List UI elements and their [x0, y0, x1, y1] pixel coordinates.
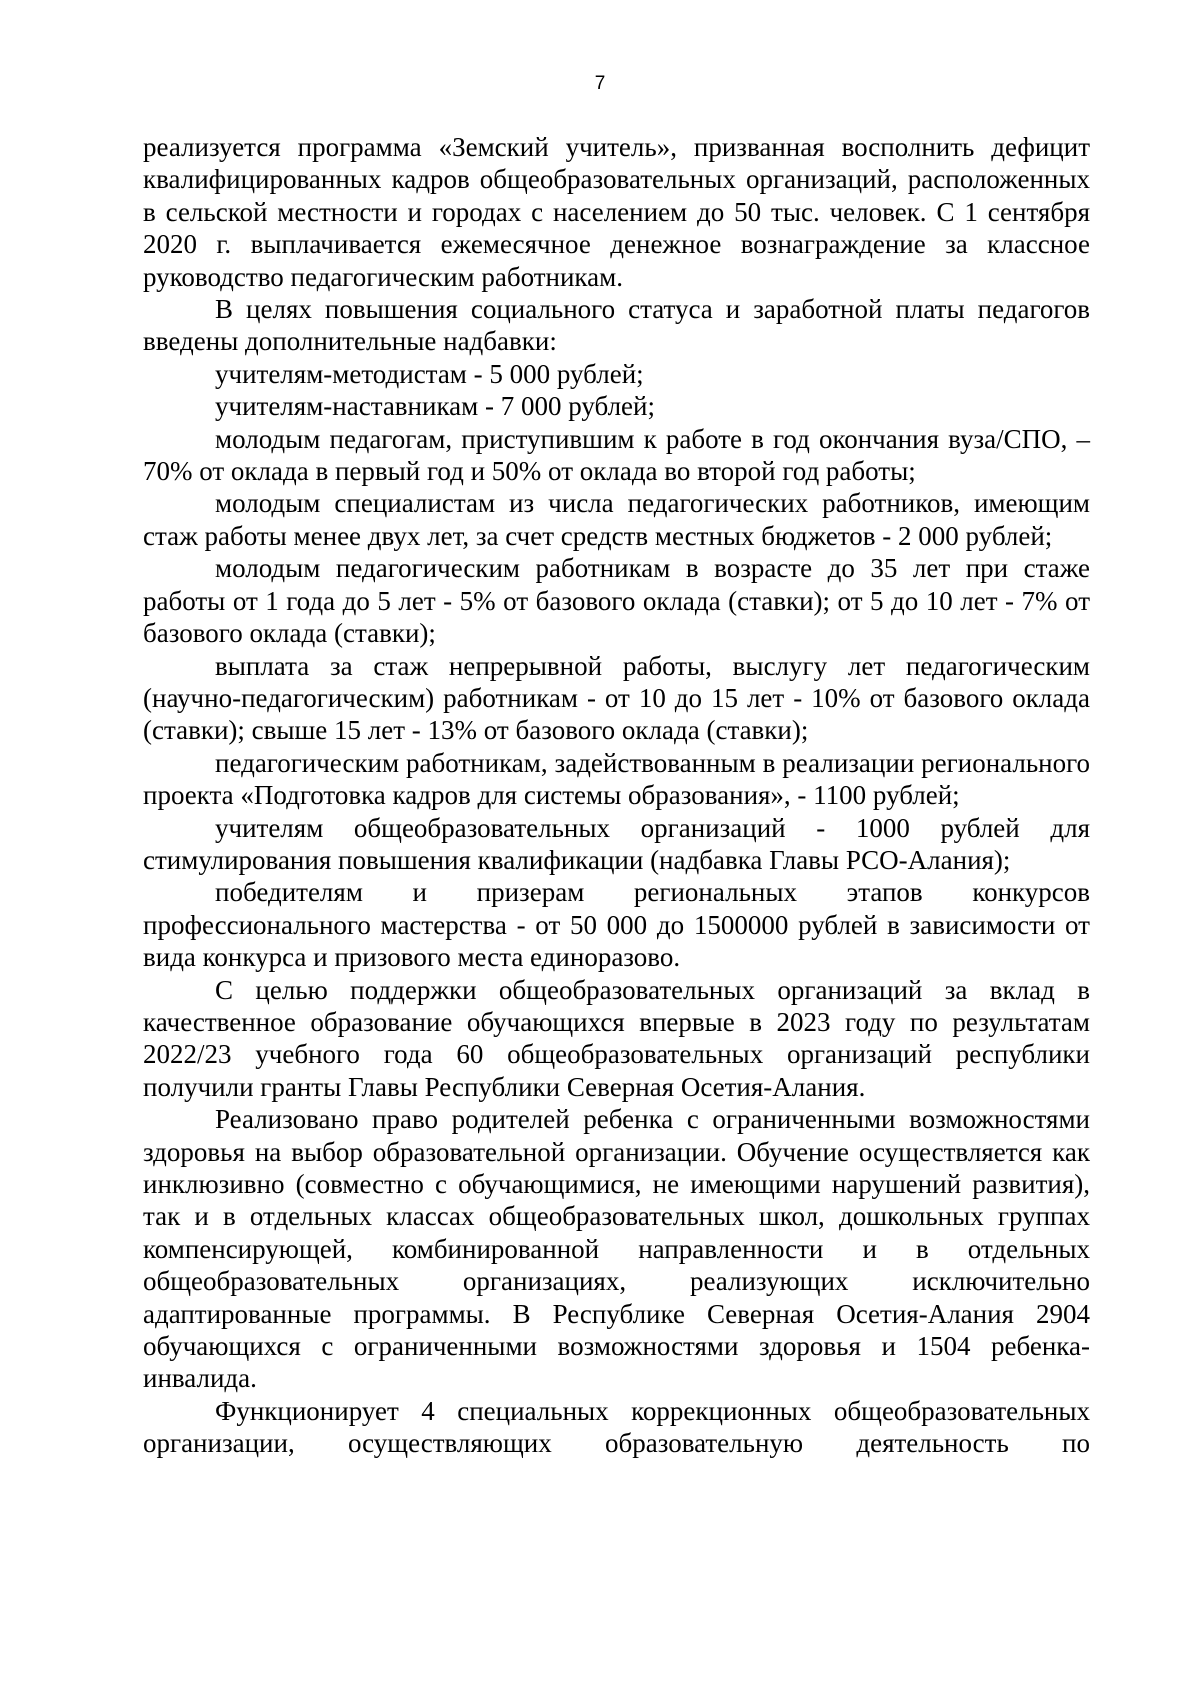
- list-item: учителям общеобразовательных организаций - 1000 рублей для стимулирования повышения квалификации (надбавка Главы РСО-Алания);: [143, 812, 1090, 875]
- page-number: 7: [594, 73, 606, 94]
- list-item: молодым педагогам, приступившим к работе в год окончания вуза/СПО, – 70% от оклада в первый год и 50% от оклада во второй год работы;: [143, 423, 1090, 487]
- list-item: педагогическим работникам, задействованным в реализации регионального проекта «Подготовка кадров для системы образования», - 1100 рублей;: [143, 747, 1090, 811]
- document-body: [143, 131, 1090, 1460]
- paragraph: В целях повышения социального статуса и заработной платы педагогов введены дополнительные надбавки:: [143, 294, 1090, 357]
- list-item: учителям-наставникам - 7 000 рублей;: [215, 391, 655, 422]
- paragraph-continued: Функционирует 4 специальных коррекционных общеобразовательных организации, осуществляющих образовательную деятельность по: [143, 1395, 1090, 1459]
- list-item: молодым специалистам из числа педагогических работников, имеющим стаж работы менее двух лет, за счет средств местных бюджетов - 2 000 рублей;: [143, 488, 1090, 551]
- paragraph: Реализовано право родителей ребенка с ограниченными возможностями здоровья на выбор образовательной организации. Обучение осуществляется как инклюзивно (совместно с обучающимися, не имеющими нарушений развития), так и в отдельных классах общеобразовательных школ, дошкольных группах компенсирующей, комбинированной направленности и в отдельных общеобразовательных организациях, реализующих исключительно адаптированные программы. В Республике Северная Осетия-Алания 2904 обучающихся с ограниченными возможностями здоровья и 1504 ребенка-инвалида.: [143, 1104, 1090, 1394]
- list-item: выплата за стаж непрерывной работы, выслугу лет педагогическим (научно-педагогическим) работникам - от 10 до 15 лет - 10% от базового оклада (ставки); свыше 15 лет - 13% от базового оклада (ставки);: [143, 650, 1090, 746]
- paragraph: С целью поддержки общеобразовательных организаций за вклад в качественное образование обучающихся впервые в 2023 году по результатам 2022/23 учебного года 60 общеобразовательных организаций республики получили гранты Главы Республики Северная Осетия-Алания.: [143, 974, 1090, 1102]
- list-item: учителям-методистам - 5 000 рублей;: [215, 358, 644, 389]
- list-item: победителям и призерам региональных этапов конкурсов профессионального мастерства - от 50 000 до 1500000 рублей в зависимости от вида конкурса и призового места единоразово.: [143, 877, 1090, 973]
- list-item: молодым педагогическим работникам в возрасте до 35 лет при стаже работы от 1 года до 5 лет - 5% от базового оклада (ставки); от 5 до 10 лет - 7% от базового оклада (ставки);: [143, 553, 1090, 649]
- paragraph: реализуется программа «Земский учитель», призванная восполнить дефицит квалифицированных кадров общеобразовательных организаций, расположенных в сельской местности и городах с населением до 50 тыс. человек. С 1 сентября 2020 г. выплачивается ежемесячное денежное вознаграждение за классное руководство педагогическим работникам.: [143, 132, 1090, 292]
